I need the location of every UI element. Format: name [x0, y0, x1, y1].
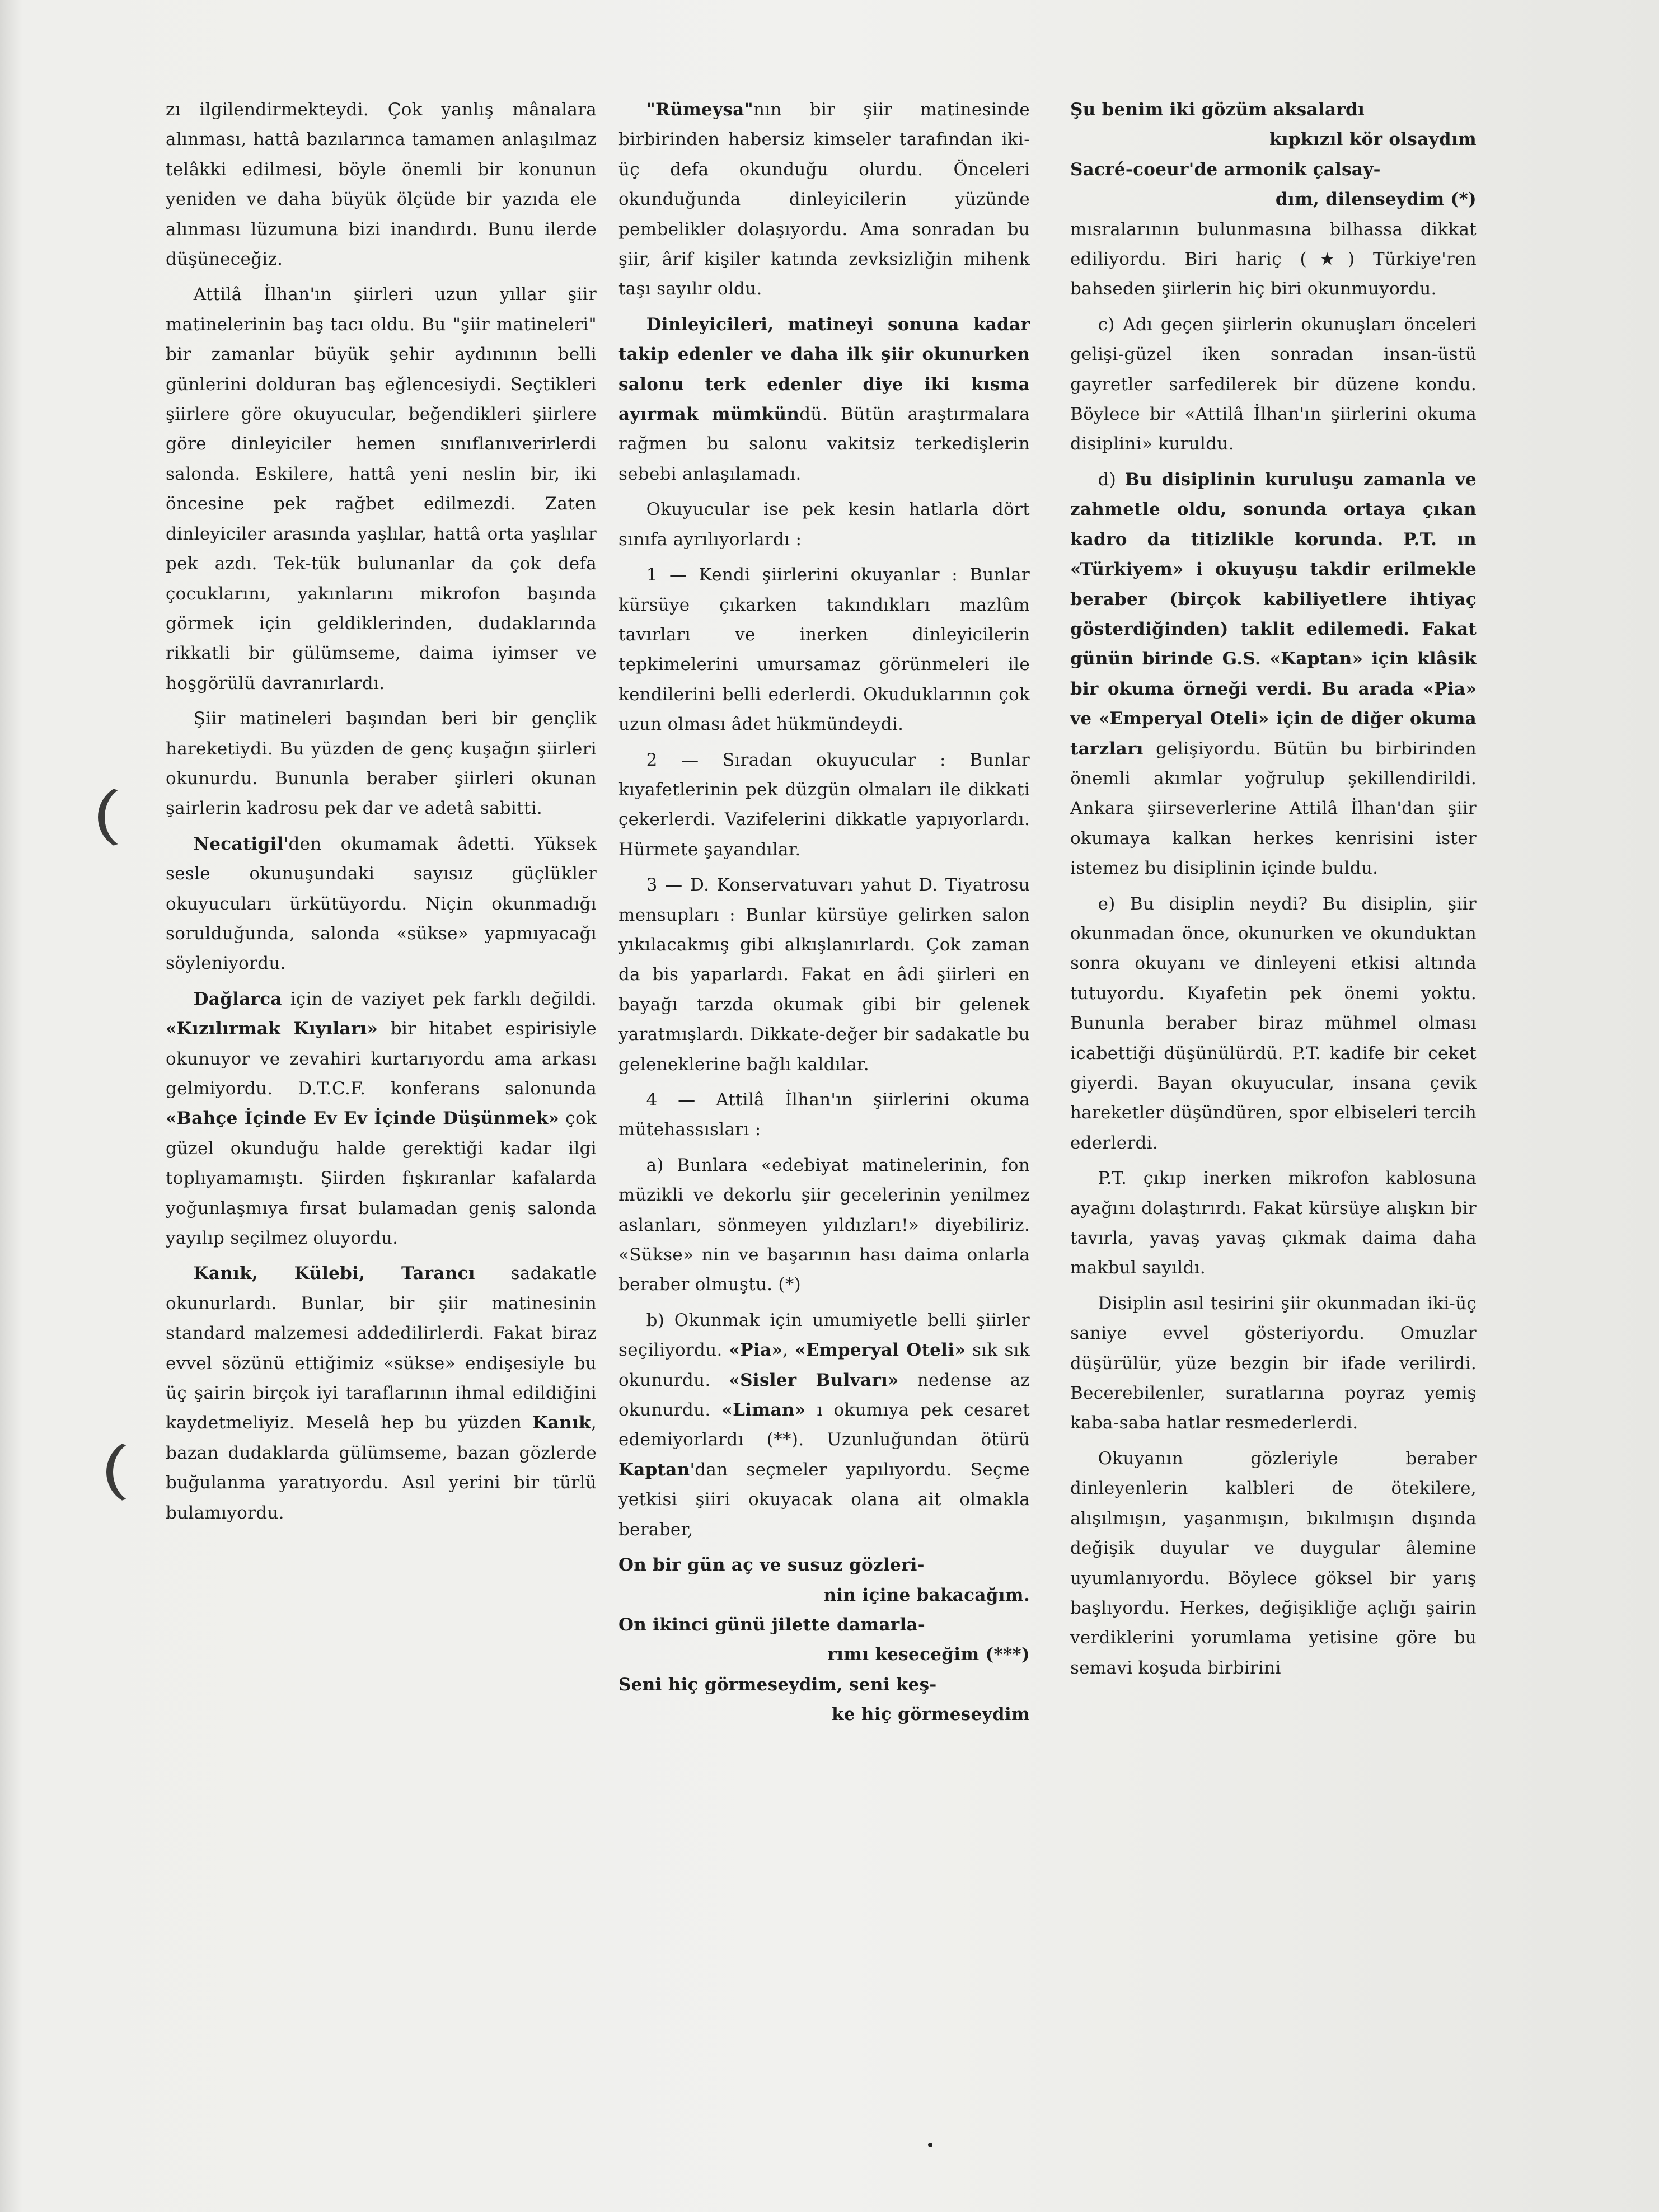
verse-line: kıpkızıl kör olsaydım — [1269, 129, 1477, 150]
text-column-2 — [618, 95, 1030, 2133]
verse-line: On ikinci günü jilette damarla- — [618, 1614, 926, 1635]
col2-paragraph-1 — [618, 95, 1030, 304]
poet-name-daglarca: Dağlarca — [193, 988, 282, 1009]
text-column-3 — [1070, 95, 1477, 2133]
col2-p1-a: nın bir şiir matinesinde birbirinden habersiz kimseler tarafından iki-üç defa okunduğu olurdu. Önceleri okunduğunda dinleyicilerin yüzünde pembelikler dolaşıyordu. Ama sonradan bu şiir, ârif kişiler katında zevksizliğin mihenk taşı sayılır oldu. — [618, 100, 1030, 299]
col3-paragraph-1: mısralarının bulunmasına bilhassa dikkat ediliyordu. Biri hariç (★) Türkiye'ren bahseden şiirlerin hiç biri okunmuyordu. — [1070, 219, 1477, 299]
verse-block-1 — [618, 1550, 1030, 1730]
verse-line: On bir gün aç ve susuz gözleri- — [618, 1555, 925, 1576]
col3-p3-c: gelişiyordu. Bütün bu birbirinden önemli akımlar yoğrulup şekillendirildi. Ankara şiirseverlerine Attilâ İlhan'dan şiir okumaya kalkan herkes kenrisini ister istemez bu disiplinin içinde buldu. — [1070, 738, 1477, 879]
col1-paragraph-4-text: 'den okumamak âdetti. Yüksek sesle okunuşundaki sayısız güçlükler okuyucuları ürkütüyordu. Niçin okunmadığı sorulduğunda, salonda «sükse» yapmıyacağı söyleniyordu. — [166, 833, 597, 974]
print-dot — [928, 2143, 932, 2147]
col2-paragraph-5: 2 — Sıradan okuyucular : Bunlar kıyafetlerinin pek düzgün olmaları ile dikkati çekerlerdi. Vazifelerini dikkatle yapıyorlardı. Hürmete şayandılar. — [618, 749, 1030, 860]
col3-paragraph-6: Disiplin asıl tesirini şiir okunmadan iki-üç saniye evvel gösteriyordu. Omuzlar düşürülür, yüze bezgin bir ifade verilirdi. Becerebilenler, suratlarına poyraz yemiş kaba-saba hatlar resmederlerdi. — [1070, 1293, 1477, 1433]
col2-paragraph-2 — [618, 310, 1030, 489]
col3-p3-a: d) — [1098, 469, 1125, 490]
col1-p5-c: bir hitabet espirisiyle okunuyor ve zevahiri kurtarıyordu ama arkası gelmiyordu. D.T.C.F. konferans salonunda — [166, 1019, 597, 1099]
col2-paragraph-9 — [618, 1306, 1030, 1545]
col2-paragraph-3: Okuyucular ise pek kesin hatlarla dört sınıfa ayrılıyorlardı : — [618, 499, 1030, 550]
verse-line: Şu benim iki gözüm aksalardı — [1070, 100, 1365, 120]
punch-hole-left-1 — [0, 784, 45, 851]
col3-paragraph-2: c) Adı geçen şiirlerin okunuşları önceleri gelişi-güzel iken sonradan insan-üstü gayretler sarfedilerek bir düzene kondu. Böylece bir «Attilâ İlhan'ın şiirlerini okuma disiplini» kuruldu. — [1070, 314, 1477, 454]
poem-title-liman: «Liman» — [721, 1400, 806, 1421]
col3-paragraph-7: Okuyanın gözleriyle beraber dinleyenlerin kalbleri de ötekilere, alışılmışın, yaşanmışın, bıkılmışın dışında değişik duyular ve duygular âlemine uyumlanıyordu. Böylece göksel bir yarış başlıyordu. Herkes, değişikliğe açlığı şairin verdiklerini yorumlama yetisine göre bu semavi koşuda birbirini — [1070, 1448, 1477, 1678]
col3-paragraph-3 — [1070, 465, 1477, 884]
verse-line: rımı keseceğim (***) — [827, 1644, 1030, 1665]
col2-paragraph-6: 3 — D. Konservatuvarı yahut D. Tiyatrosu mensupları : Bunlar kürsüye gelirken salon yıkılacakmış gibi alkışlanırlardı. Çok zaman da bis yaparlardı. Fakat en âdi şiirleri en bayağı tarzda okumak gibi bir gelenek yaratmışlardı. Dikkate-değer bir sadakatle bu geleneklerine bağlı kaldılar. — [618, 875, 1030, 1075]
col1-p6-c: , bazan dudaklarda gülümseme, bazan gözlerde buğulanma yaratıyordu. Asıl yerini bir türlü bulamıyordu. — [166, 1413, 597, 1523]
punch-hole-left-3 — [106, 1438, 174, 1506]
poem-title-sisler: «Sisler Bulvarı» — [729, 1370, 899, 1390]
poet-name-necatigil: Necatigil — [193, 833, 284, 854]
poem-title-kizilirmak: «Kızılırmak Kıyıları» — [166, 1019, 378, 1039]
poem-title-emperyal: «Emperyal Oteli» — [795, 1340, 966, 1361]
col2-paragraph-7: 4 — Attilâ İlhan'ın şiirlerini okuma mütehassısları : — [618, 1090, 1030, 1140]
col2-p9-k: 'dan seçmeler yapılıyordu. Seçme yetkisi şiiri okuyacak olana ait olmakla beraber, — [618, 1459, 1030, 1540]
col1-paragraph-4 — [166, 830, 597, 979]
verse-line: ke hiç görmeseydim — [831, 1704, 1030, 1725]
poem-title-kaptan: Kaptan — [618, 1459, 690, 1480]
verse-line: dım, dilenseydim (*) — [1275, 189, 1477, 210]
col2-paragraph-8: a) Bunlara «edebiyat matinelerinin, fon müzikli ve dekorlu şiir gecelerinin yenilmez aslanları, sönmeyen yıldızları!» diyebiliriz. «Sükse» nin ve başarının hası daima onlarla beraber olmuştu. (*) — [618, 1155, 1030, 1295]
text-column-1 — [166, 95, 597, 2133]
col2-p9-e: sık sık okunurdu. — [618, 1340, 1030, 1390]
col1-p5-a: için de vaziyet pek farklı değildi. — [282, 988, 597, 1009]
verse-line: nin içine bakacağım. — [823, 1585, 1030, 1605]
poem-title-rumeysa: "Rümeysa" — [646, 100, 753, 120]
col2-paragraph-4: 1 — Kendi şiirlerini okuyanlar : Bunlar kürsüye çıkarken takındıkları mazlûm tavırları ve inerken dinleyicilerin tepkimelerini umursamaz görünmeleri ile kendilerini belli ederlerdi. Okuduklarının çok uzun olması âdet hükmündeydi. — [618, 565, 1030, 735]
col1-p5-e: çok güzel okunduğu halde gerektiği kadar ilgi toplıyamamıştı. Şiirden fışkıranlar kafalarda yoğunlaşmıya fırsat bulamadan geniş salonda yayılıp seçilmez oluyordu. — [166, 1108, 597, 1249]
col3-paragraph-4: e) Bu disiplin neydi? Bu disiplin, şiir okunmadan önce, okunurken ve okunduktan sonra okuyanı ve dinleyeni etkisi altında tutuyordu. Kıyafetin pek önemi yoktu. Bununla beraber biraz mühmel olması icabettiği düşünülürdü. P.T. kadife bir ceket giyerdi. Bayan okuyucular, insana çevik hareketler düşündüren, spor elbiseleri tercih ederlerdi. — [1070, 893, 1477, 1153]
punch-hole-left-2 — [98, 784, 165, 851]
poet-names-kanik-kulebi-taranci: Kanık, Külebi, Tarancı — [193, 1263, 475, 1284]
poem-title-pia: «Pia» — [729, 1340, 783, 1361]
poet-name-kanik: Kanık — [532, 1413, 591, 1433]
col2-p9-i: ı okumıya pek cesaret edemiyorlardı (**). Uzunluğundan ötürü — [618, 1400, 1030, 1450]
col1-p6-a: sadakatle okunurlardı. Bunlar, bir şiir matinesinin standard malzemesi addedilirlerdi. Fakat biraz evvel sözünü ettiğimiz «sükse» endişesiyle bu üç şairin birçok iyi taraflarının ihmal edildiğini kaydetmeliyiz. Meselâ hep bu yüzden — [166, 1263, 597, 1433]
col2-p9-a: b) Okunmak için umumiyetle belli şiirler seçiliyordu. — [618, 1310, 1030, 1361]
col1-paragraph-6 — [166, 1259, 597, 1528]
col1-paragraph-5 — [166, 985, 597, 1254]
col2-p9-c: , — [782, 1340, 795, 1361]
verse-line: Sacré-coeur'de armonik çalsay- — [1070, 159, 1381, 180]
col3-paragraph-5: P.T. çıkıp inerken mikrofon kablosuna ayağını dolaştırırdı. Fakat kürsüye alışkın bir tavırla, yavaş yavaş çıkmak daima daha makbul sayıldı. — [1070, 1168, 1477, 1278]
col3-p3-bold: Bu disiplinin kuruluşu zamanla ve zahmetle oldu, sonunda ortaya çıkan kadro da titizlikle korunda. P.T. ın «Türkiyem» i okuyuşu takdir erilmekle beraber (birçok kabiliyetlere ihtiyaç gösterdiğinden) taklit edilemedi. Fakat günün birinde G.S. «Kaptan» için klâsik bir okuma örneği verdi. Bu arada «Pia» ve «Emperyal Oteli» için de diğer okuma tarzları — [1070, 469, 1477, 759]
col1-paragraph-2: Attilâ İlhan'ın şiirleri uzun yıllar şiir matinelerinin baş tacı oldu. Bu "şiir matineleri" bir zamanlar büyük şehir aydınının belli günlerini dolduran baş eğlencesiydi. Seçtikleri şiirlere göre okuyucular, beğendikleri şiirlere göre dinleyiciler hemen sınıflanıverirlerdi salonda. Eskilere, hattâ yeni neslin bir, iki öncesine pek rağbet edilmezdi. Zaten dinleyiciler arasında yaşlılar, hattâ orta yaşlılar pek azdı. Tek-tük bulunanlar da çok defa çocuklarını, yakınlarını mikrofon başında görmek için geldiklerinden, dudaklarında rikkatli bir gülümseme, daima iyimser ve hoşgörülü davranırlardı. — [166, 284, 597, 693]
verse-line: Seni hiç görmeseydim, seni keş- — [618, 1674, 937, 1695]
col2-p2-bold: Dinleyicileri, matineyi sonuna kadar takip edenler ve daha ilk şiir okunurken salonu terk edenler diye iki kısma ayırmak mümkün — [618, 314, 1030, 425]
col2-p2-b: dü. Bütün araştırmalara rağmen bu salonu vakitsiz terkedişlerin sebebi anlaşılamadı. — [618, 404, 1030, 484]
verse-block-2 — [1070, 95, 1477, 215]
poem-title-bahce: «Bahçe İçinde Ev Ev İçinde Düşünmek» — [166, 1108, 560, 1129]
col2-p9-g: nedense az okunurdu. — [618, 1370, 1030, 1421]
col1-paragraph-1: zı ilgilendirmekteydi. Çok yanlış mânalara alınması, hattâ bazılarınca tamamen anlaşılmaz telâkki edilmesi, böyle önemli bir konunun yeniden ve daha büyük ölçüde bir yazıda ele alınması lüzumuna bizi inandırdı. Bunu ilerde düşüneceğiz. — [166, 100, 597, 270]
col1-paragraph-3: Şiir matineleri başından beri bir gençlik hareketiydi. Bu yüzden de genç kuşağın şiirleri okunurdu. Bununla beraber şiirleri okunan şairlerin kadrosu pek dar ve adetâ sabitti. — [166, 709, 597, 819]
